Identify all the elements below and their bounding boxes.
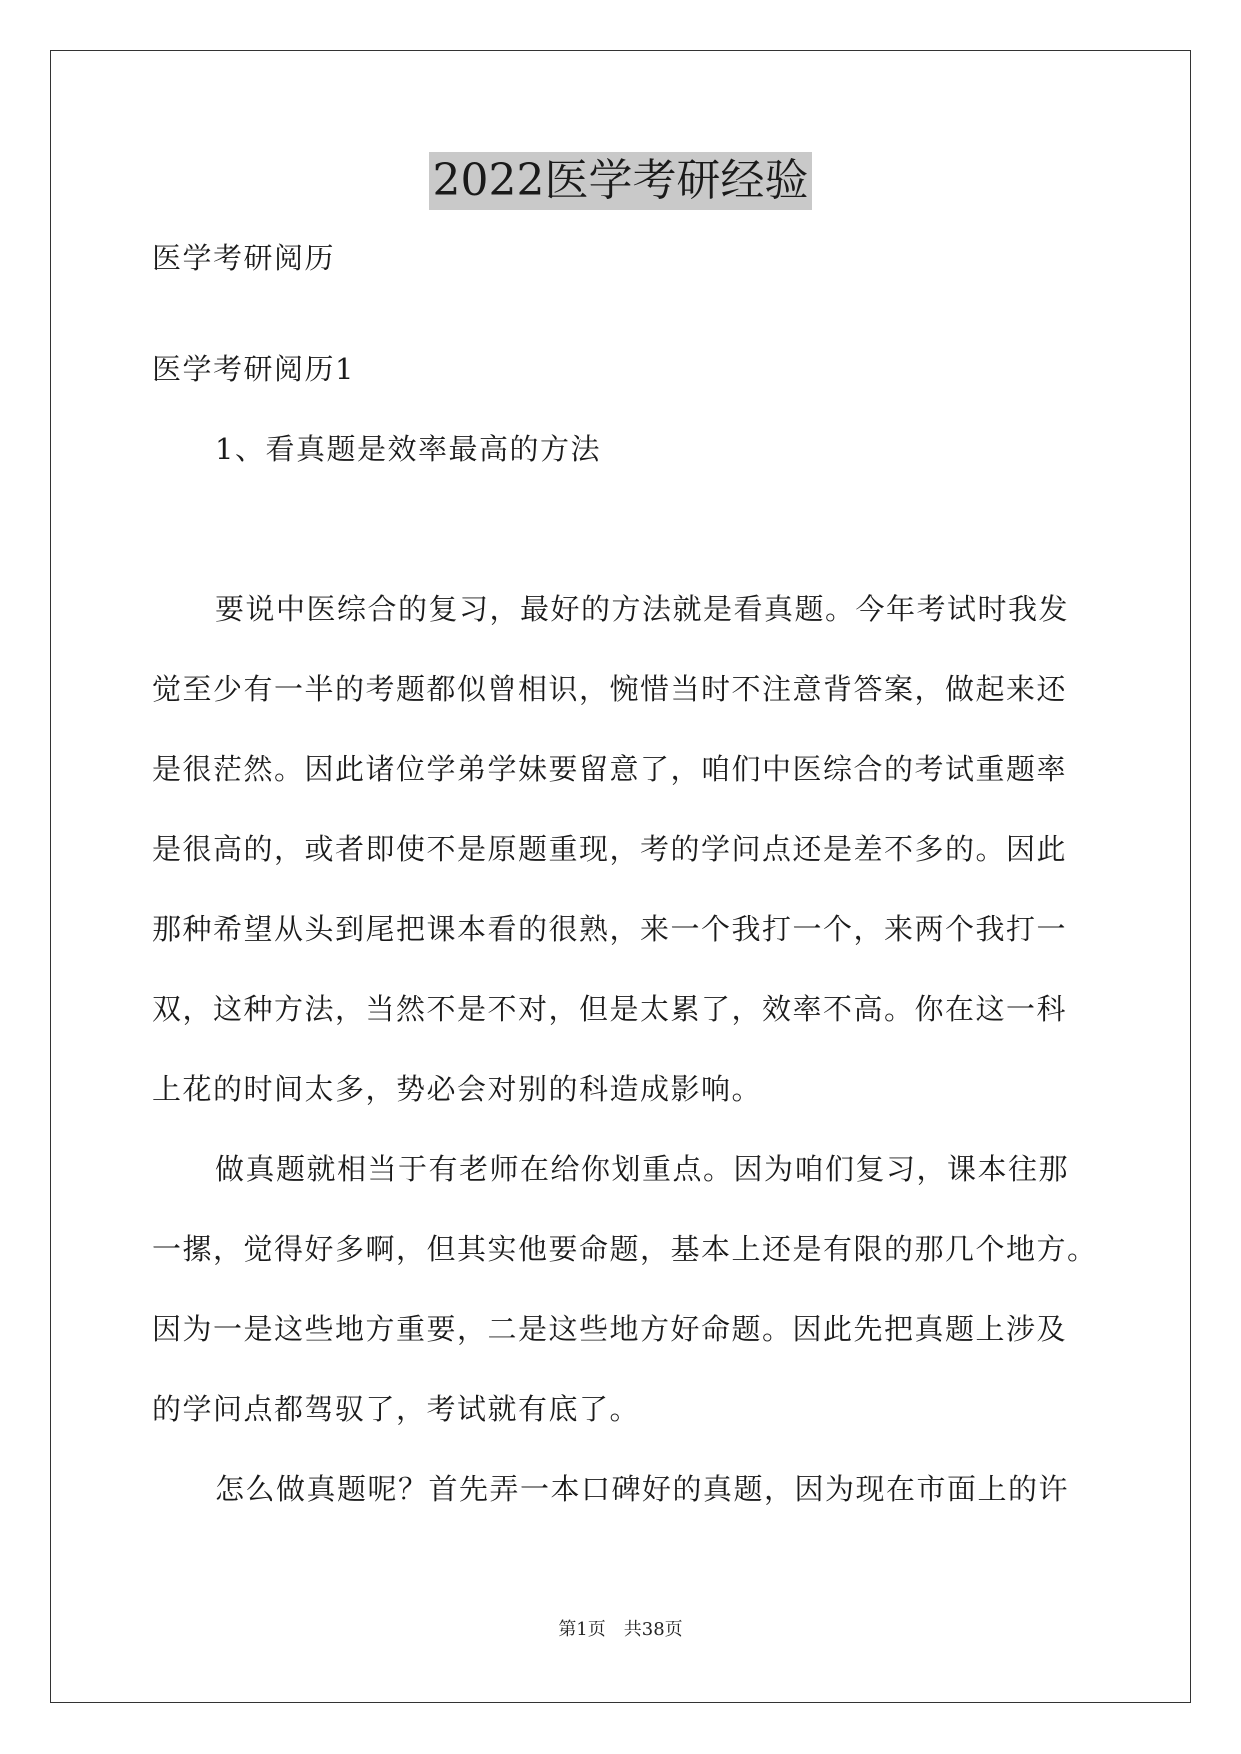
heading-2: 医学考研阅历1 [152,352,355,386]
heading-1: 医学考研阅历 [152,241,336,275]
paragraph-line: 要说中医综合的复习，最好的方法就是看真题。今年考试时我发 [215,592,1070,626]
section-heading: 1、看真题是效率最高的方法 [215,432,601,466]
paragraph-line: 是很茫然。因此诸位学弟学妹要留意了，咱们中医综合的考试重题率 [152,752,1068,786]
paragraph-line: 因为一是这些地方重要，二是这些地方好命题。因此先把真题上涉及 [152,1312,1068,1346]
paragraph-line: 一摞，觉得好多啊，但其实他要命题，基本上还是有限的那几个地方。 [152,1232,1098,1266]
paragraph-line: 的学问点都驾驭了，考试就有底了。 [152,1392,641,1426]
paragraph-line: 是很高的，或者即使不是原题重现，考的学问点还是差不多的。因此 [152,832,1068,866]
paragraph-line: 怎么做真题呢？首先弄一本口碑好的真题，因为现在市面上的许 [215,1472,1070,1506]
paragraph-line: 做真题就相当于有老师在给你划重点。因为咱们复习，课本往那 [215,1152,1070,1186]
page-border [50,50,1191,1703]
title-wrapper [0,152,1241,210]
page-footer: 第1页 共38页 [558,1619,683,1640]
paragraph-line: 那种希望从头到尾把课本看的很熟，来一个我打一个，来两个我打一 [152,912,1068,946]
document-title: 2022医学考研经验 [429,152,813,210]
paragraph-line: 上花的时间太多，势必会对别的科造成影响。 [152,1072,763,1106]
paragraph-line: 觉至少有一半的考题都似曾相识，惋惜当时不注意背答案，做起来还 [152,672,1068,706]
paragraph-line: 双，这种方法，当然不是不对，但是太累了，效率不高。你在这一科 [152,992,1068,1026]
